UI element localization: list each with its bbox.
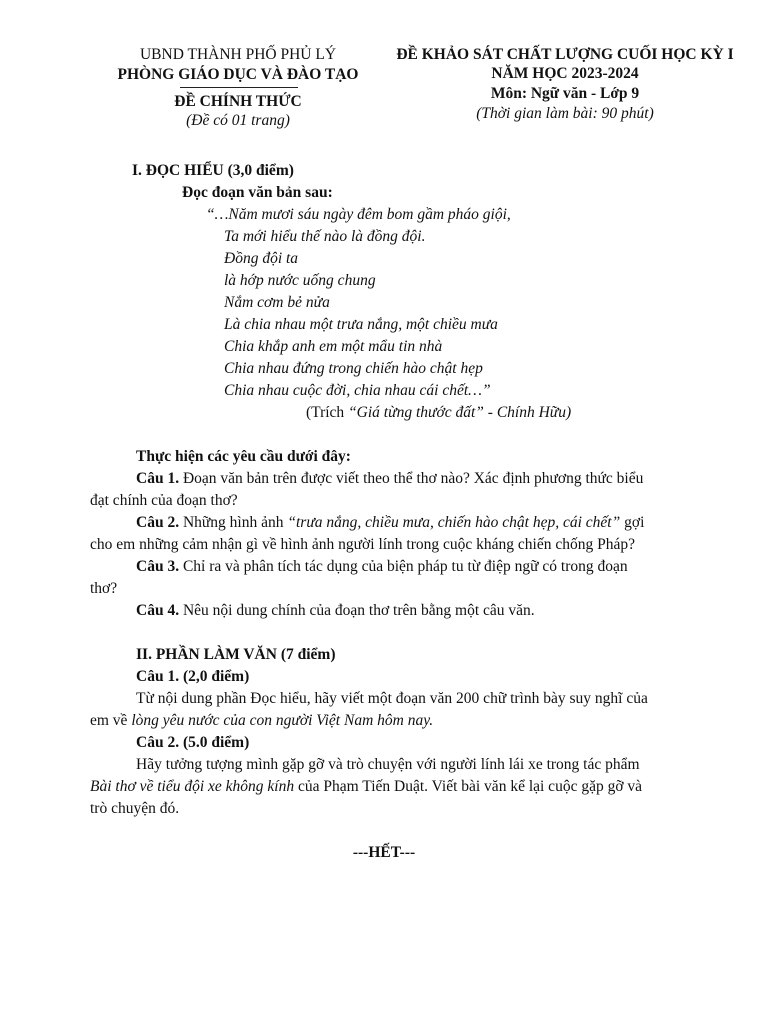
header-official: ĐỀ CHÍNH THỨC [174, 93, 302, 110]
essay-2-cont [90, 776, 678, 798]
poem-line: “…Năm mươi sáu ngày đêm bom gầm pháo giội, [206, 206, 511, 223]
poem-line: Chia nhau đứng trong chiến hào chật hẹp [224, 360, 483, 377]
essay-2-text: Hãy tưởng tượng mình gặp gỡ và trò chuyện với người lính lái xe trong tác phẩm [136, 756, 640, 773]
exam-title: ĐỀ KHẢO SÁT CHẤT LƯỢNG CUỐI HỌC KỲ I [396, 46, 734, 63]
part2-title: II. PHẦN LÀM VĂN (7 điểm) [136, 646, 336, 663]
subject: Môn: Ngữ văn - Lớp 9 [490, 85, 640, 102]
essay-2-title: Câu 2. (5.0 điểm) [136, 734, 250, 751]
question-label: Câu 2. [136, 514, 180, 531]
poem-source-title: “Giá từng thước đất” - Chính Hữu) [348, 404, 572, 421]
question-4 [90, 600, 678, 622]
question-label: Câu 1. [136, 470, 180, 487]
question-2 [90, 512, 678, 534]
question-3-cont: thơ? [90, 580, 118, 597]
header-authority: UBND THÀNH PHỐ PHỦ LÝ [139, 46, 337, 63]
poem-line: Là chia nhau một trưa nắng, một chiều mưa [224, 316, 498, 333]
question-1-cont: đạt chính của đoạn thơ? [90, 492, 238, 509]
essay-1-topic: lòng yêu nước của con người Việt Nam hôm nay. [131, 712, 434, 729]
question-quote: “trưa nắng, chiều mưa, chiến hào chật hẹp, cái chết” [287, 514, 621, 531]
header-underline [180, 87, 298, 88]
header-department: PHÒNG GIÁO DỤC VÀ ĐÀO TẠO [117, 66, 359, 83]
question-text: Những hình ảnh [179, 514, 288, 531]
poem-line: Ta mới hiểu thế nào là đồng đội. [224, 228, 426, 245]
poem-line: Chia nhau cuộc đời, chia nhau cái chết…” [224, 382, 491, 399]
essay-2-cont: trò chuyện đó. [90, 800, 180, 817]
essay-1-text: Từ nội dung phần Đọc hiểu, hãy viết một đoạn văn 200 chữ trình bày suy nghĩ của [136, 690, 648, 707]
question-3 [90, 556, 678, 578]
poem-source-prefix: (Trích [306, 404, 349, 421]
reading-intro: Đọc đoạn văn bản sau: [182, 184, 333, 201]
question-text: Nêu nội dung chính của đoạn thơ trên bằng một câu văn. [179, 602, 535, 619]
essay-1-cont [90, 710, 678, 732]
exam-body [90, 160, 678, 864]
question-label: Câu 3. [136, 558, 180, 575]
exam-header [0, 44, 768, 134]
poem-line: Chia khắp anh em một mẩu tin nhà [224, 338, 443, 355]
poem-source [306, 402, 678, 424]
question-1 [90, 468, 678, 490]
tasks-title: Thực hiện các yêu cầu dưới đây: [136, 448, 351, 465]
school-year: NĂM HỌC 2023-2024 [491, 65, 639, 82]
essay-1-text: em về [90, 712, 132, 729]
end-marker: ---HẾT--- [352, 844, 416, 861]
question-2-cont: cho em những cảm nhận gì về hình ảnh người lính trong cuộc kháng chiến chống Pháp? [90, 536, 635, 553]
question-text: gợi [620, 514, 645, 531]
poem-line: là hớp nước uống chung [224, 272, 376, 289]
essay-2-work: Bài thơ về tiểu đội xe không kính [90, 778, 295, 795]
question-text: Chỉ ra và phân tích tác dụng của biện pháp tu từ điệp ngữ có trong đoạn [179, 558, 628, 575]
poem-line: Đồng đội ta [224, 250, 299, 267]
poem-line: Nắm cơm bẻ nửa [224, 294, 330, 311]
header-page-count: (Đề có 01 trang) [186, 112, 290, 129]
essay-1-title: Câu 1. (2,0 điểm) [136, 668, 250, 685]
part1-title: I. ĐỌC HIỂU (3,0 điểm) [132, 162, 294, 179]
essay-2-text: của Phạm Tiến Duật. Viết bài văn kể lại cuộc gặp gỡ và [294, 778, 643, 795]
question-text: Đoạn văn bản trên được viết theo thể thơ nào? Xác định phương thức biểu [179, 470, 644, 487]
time-limit: (Thời gian làm bài: 90 phút) [476, 105, 654, 122]
question-label: Câu 4. [136, 602, 180, 619]
